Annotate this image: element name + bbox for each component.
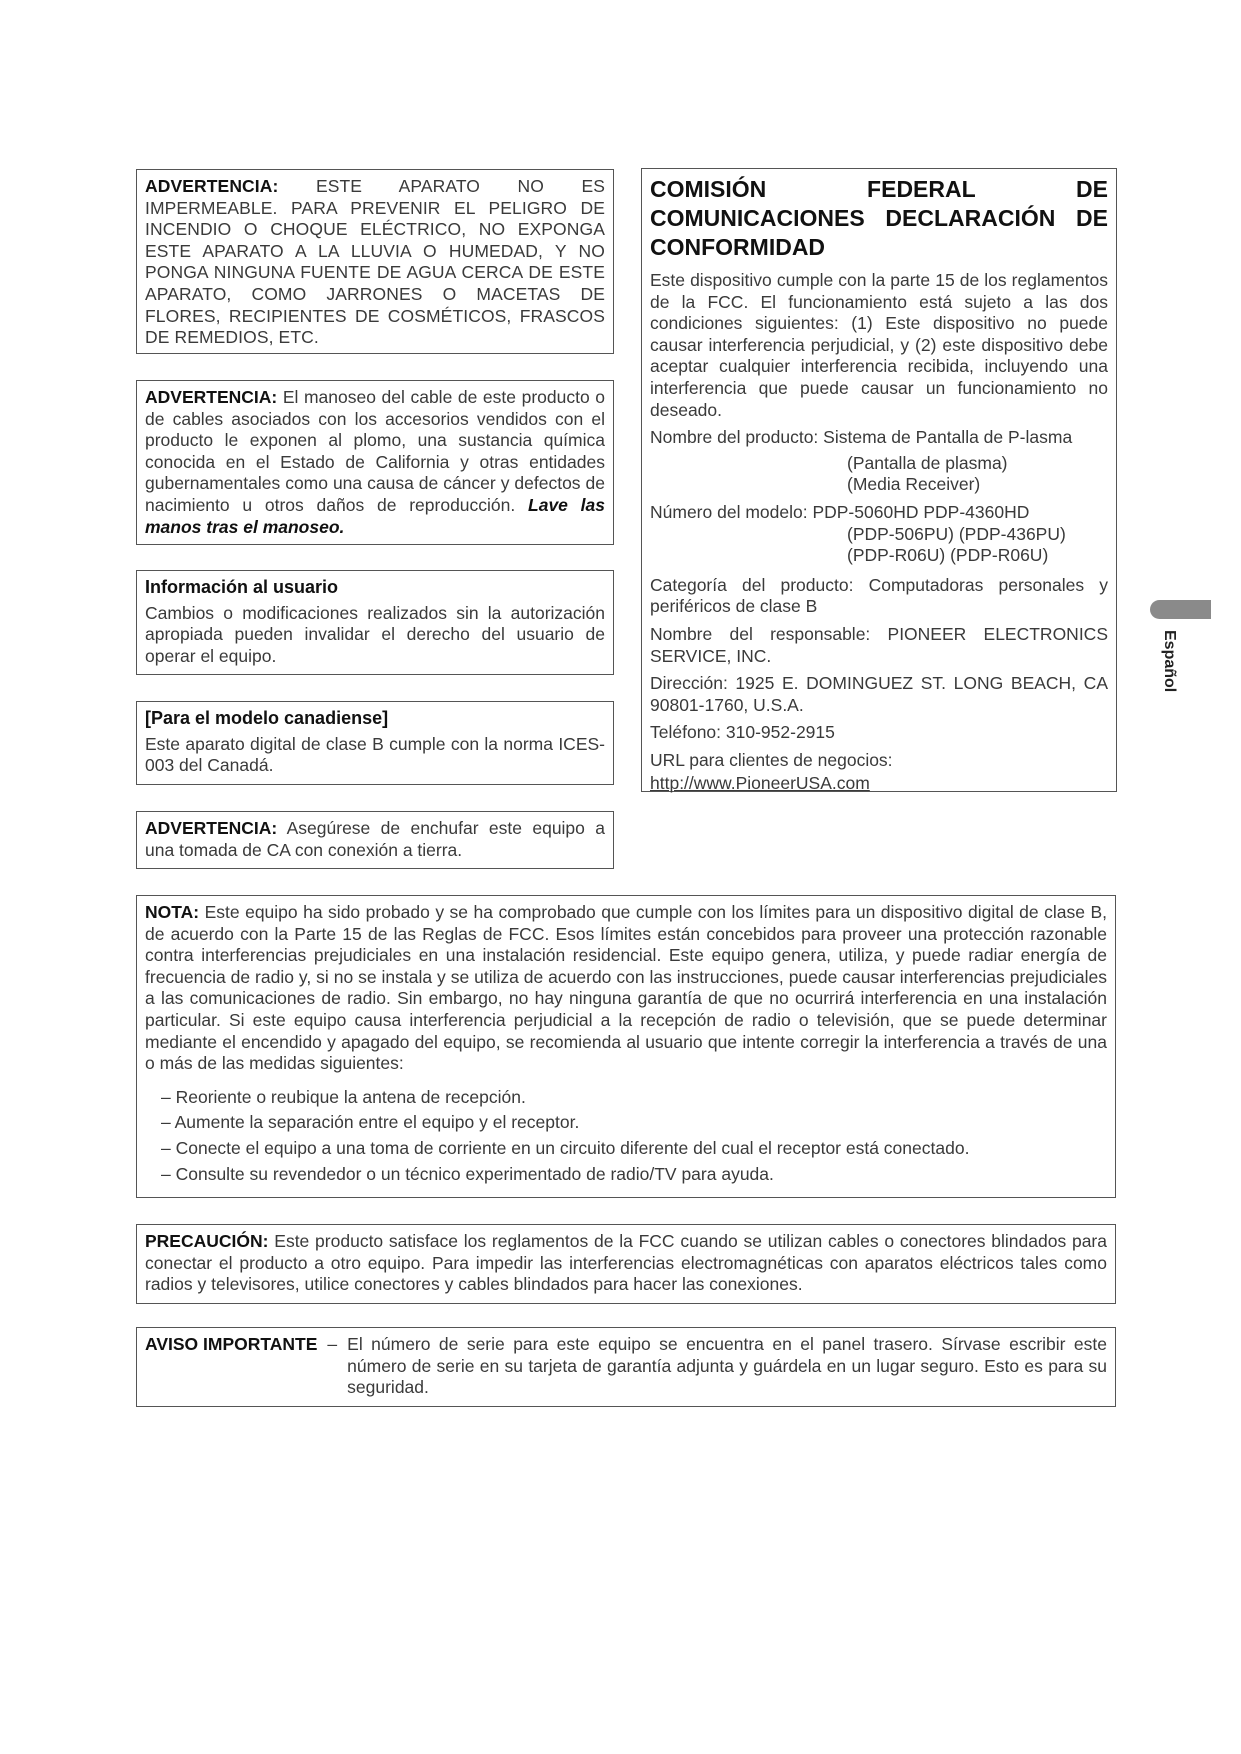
warning-emphasis: Lave las manos tras el manoseo. [145,494,605,537]
measures-list [145,1087,1107,1185]
warning-water-box [136,169,614,354]
warning-text: Asegúrese de enchufar este equipo a una tomada de CA con conexión a tierra. [145,818,605,860]
list-item: – Consulte su revendedor o un técnico experimentado de radio/TV para ayuda. [161,1163,774,1184]
aviso-dash: – [327,1334,338,1354]
fcc-declaration-box [641,168,1117,792]
canadian-model-heading: [Para el modelo canadiense] [145,708,389,728]
address: Dirección: 1925 E. DOMINGUEZ ST. LONG BEACH, CA 90801-1760, U.S.A. [650,673,1108,715]
list-item: – Conecte el equipo a una toma de corriente en un circuito diferente del cual el receptor está conectado. [161,1137,970,1158]
product-name-label: Nombre del producto: [650,427,819,448]
warning-lead-box [136,380,614,545]
canadian-model-text: Este aparato digital de clase B cumple con la norma ICES-003 del Canadá. [145,733,605,776]
product-name-value: Sistema de Pantalla de P-lasma [823,427,1073,448]
nota-text: Este equipo ha sido probado y se ha comprobado que cumple con los límites para un dispositivo digital de clase B, de acuerdo con la Parte 15 de las Reglas de FCC. Esos límites están concebidos para proveer una protección razonable contra interferencias prejudiciales en una instalación residencial. Este equipo genera, utiliza, y puede radiar energía de frecuencia de radio y, si no se instala y se utiliza de acuerdo con las instrucciones, puede causar interferencias prejudiciales a las comunicaciones de radio. Sin embargo, no hay ninguna garantía de que no ocurrirá interferencia en una instalación particular. Si este equipo causa interferencia perjudicial a la recepción de radio o televisión, que se puede determinar mediante el encendido y apagado del equipo, se recomienda al usuario que intente corregir la interferencia a través de una o más de las medidas siguientes: [145,902,1107,1074]
list-item: – Reoriente o reubique la antena de recepción. [161,1086,526,1107]
model-value: (PDP-R06U) (PDP-R06U) [847,545,1049,566]
precaucion-box [136,1224,1116,1304]
product-name-value: (Pantalla de plasma) [847,452,1008,473]
model-label: Número del modelo: [650,501,808,522]
warning-text: ESTE APARATO NO ES IMPERMEABLE. PARA PREVENIR EL PELIGRO DE INCENDIO O CHOQUE ELÉCTRICO, NO EXPONGA ESTE APARATO A LA LLUVIA O HUMEDAD, Y NO PONGA NINGUNA FUENTE DE AGUA CERCA DE ESTE APARATO, COMO JARRONES O MACETAS DE FLORES, RECIPIENTES DE COSMÉTICOS, FRASCOS DE REMEDIOS, ETC. [145,176,606,348]
url-label: URL para clientes de negocios: [650,749,893,770]
nota-box [136,895,1116,1198]
responsible-party: Nombre del responsable: PIONEER ELECTRONICS SERVICE, INC. [650,623,1108,666]
aviso-text: El número de serie para este equipo se encuentra en el panel trasero. Sírvase escribir este número de serie en su tarjeta de garantía adjunta y guárdela en un lugar seguro. Esto es para su seguridad. [347,1334,1107,1398]
language-tab-marker [1150,600,1211,619]
warning-text: El manoseo del cable de este producto o de cables asociados con los accesorios vendidos con el producto le exponen al plomo, una sustancia química conocida en el Estado de California y otras entidades gubernamentales como una causa de cáncer y defectos de nacimiento u otros daños de reproducción. [145,387,605,515]
list-item: – Aumente la separación entre el equipo y el receptor. [161,1112,580,1133]
phone: Teléfono: 310-952-2915 [650,722,835,743]
user-info-text: Cambios o modificaciones realizados sin la autorización apropiada pueden invalidar el derecho del usuario de operar el equipo. [145,602,605,666]
precaucion-label: PRECAUCIÓN: [145,1231,269,1251]
product-category: Categoría del producto: Computadoras personales y periféricos de clase B [650,574,1108,617]
fcc-title: COMISIÓN FEDERAL DE COMUNICACIONES DECLARACIÓN DE CONFORMIDAD [650,176,1108,260]
pioneer-url-link[interactable]: http://www.PioneerUSA.com [650,773,870,794]
user-info-heading: Información al usuario [145,577,339,597]
canadian-model-box [136,701,614,785]
warning-label: ADVERTENCIA: [145,176,279,196]
model-value: (PDP-506PU) (PDP-436PU) [847,523,1066,544]
product-name-value: (Media Receiver) [847,474,981,495]
language-tab-label: Español [1161,630,1178,693]
fcc-intro: Este dispositivo cumple con la parte 15 de los reglamentos de la FCC. El funcionamiento está sujeto a las dos condiciones siguientes: (1) Este dispositivo no puede causar interferencia perjudicial, y (2) este dispositivo debe aceptar cualquier interferencia recibida, incluyendo una interferencia que puede causar un funcionamiento no deseado. [650,270,1108,420]
warning-ground-box [136,811,614,869]
aviso-label: AVISO IMPORTANTE [145,1334,318,1354]
aviso-box [136,1327,1116,1407]
user-info-box [136,570,614,675]
model-value: PDP-5060HD PDP-4360HD [812,501,1030,522]
warning-label: ADVERTENCIA: [145,387,278,407]
nota-label: NOTA: [145,902,200,922]
warning-label: ADVERTENCIA: [145,818,278,838]
precaucion-text: Este producto satisface los reglamentos de la FCC cuando se utilizan cables o conectores blindados para conectar el producto a otro equipo. Para impedir las interferencias electromagnéticas con aparatos eléctricos tales como radios y televisores, utilice conectores y cables blindados para hacer las conexiones. [145,1231,1107,1295]
